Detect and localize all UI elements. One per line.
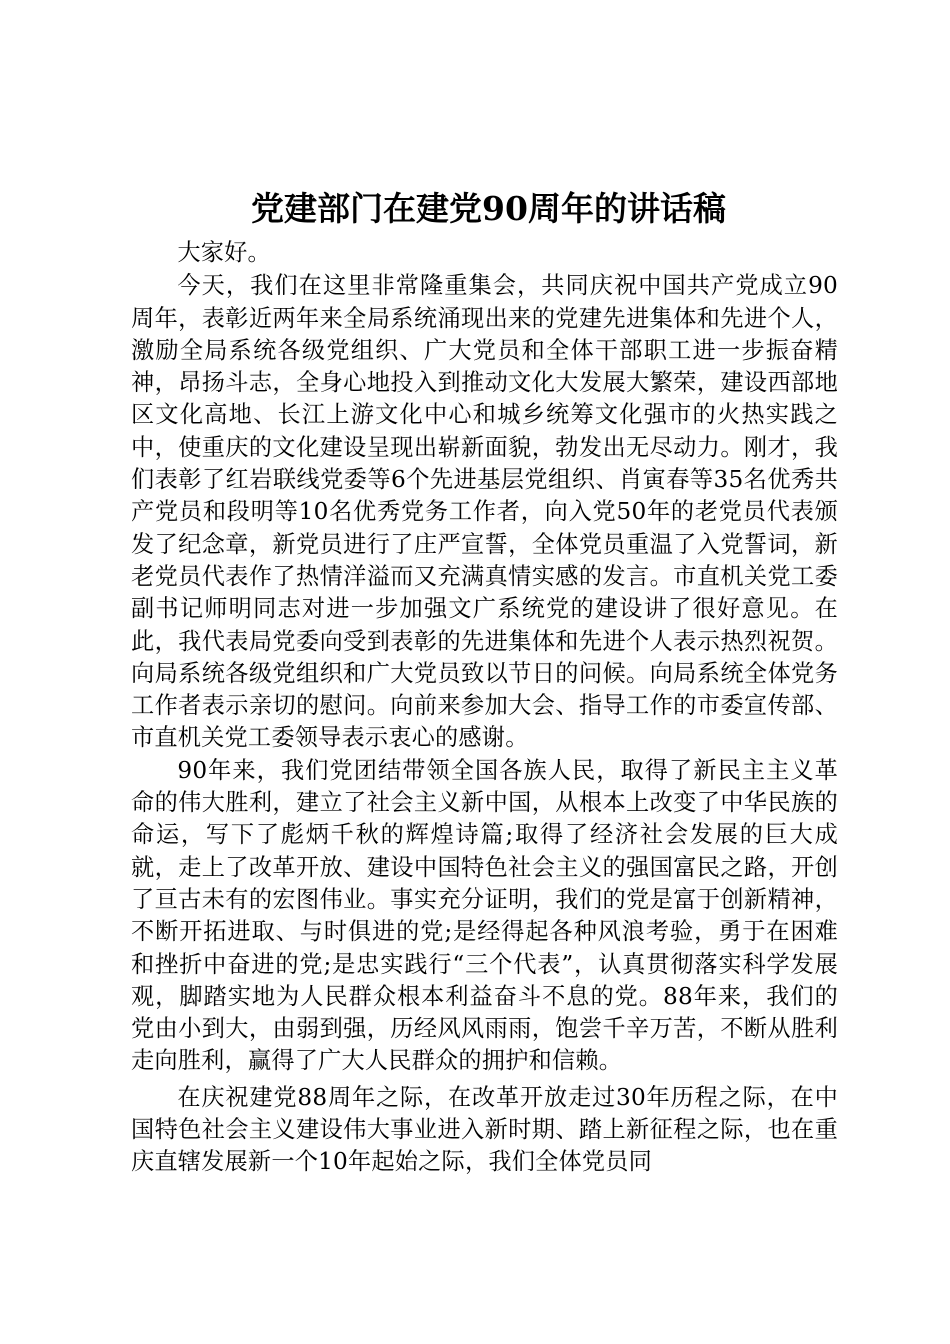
paragraph-anniversary: 在庆祝建党88周年之际，在改革开放走过30年历程之际，在中国特色社会主义建设伟大事业进入新时期、踏上新征程之际，也在重庆直辖发展新一个10年起始之际，我们全体党员同 <box>131 1083 838 1176</box>
paragraph-history: 90年来，我们党团结带领全国各族人民，取得了新民主主义革命的伟大胜利，建立了社会主义新中国，从根本上改变了中华民族的命运，写下了彪炳千秋的辉煌诗篇;取得了经济社会发展的巨大成就，走上了改革开放、建设中国特色社会主义的强国富民之路，开创了亘古未有的宏图伟业。事实充分证明，我们的党是富于创新精神，不断开拓进取、与时俱进的党;是经得起各种风浪考验，勇于在困难和挫折中奋进的党;是忠实践行“三个代表”，认真贯彻落实科学发展观，脚踏实地为人民群众根本利益奋斗不息的党。88年来，我们的党由小到大，由弱到强，历经风风雨雨，饱尝千辛万苦，不断从胜利走向胜利，赢得了广大人民群众的拥护和信赖。 <box>131 756 838 1075</box>
document-title: 党建部门在建党90周年的讲话稿 <box>251 189 726 228</box>
paragraph-opening: 今天，我们在这里非常隆重集会，共同庆祝中国共产党成立90周年，表彰近两年来全局系统涌现出来的党建先进集体和先进个人，激励全局系统各级党组织、广大党员和全体干部职工进一步振奋精神，昂扬斗志，全身心地投入到推动文化大发展大繁荣，建设西部地区文化高地、长江上游文化中心和城乡统筹文化强市的火热实践之中，使重庆的文化建设呈现出崭新面貌，勃发出无尽动力。刚才，我们表彰了红岩联线党委等6个先进基层党组织、肖寅春等35名优秀共产党员和段明等10名优秀党务工作者，向入党50年的老党员代表颁发了纪念章，新党员进行了庄严宣誓，全体党员重温了入党誓词，新老党员代表作了热情洋溢而又充满真情实感的发言。市直机关党工委副书记师明同志对进一步加强文广系统党的建设讲了很好意见。在此，我代表局党委向受到表彰的先进集体和先进个人表示热烈祝贺。向局系统各级党组织和广大党员致以节日的问候。向局系统全体党务工作者表示亲切的慰问。向前来参加大会、指导工作的市委宣传部、市直机关党工委领导表示衷心的感谢。 <box>131 272 838 752</box>
paragraph-greeting: 大家好。 <box>177 239 271 266</box>
